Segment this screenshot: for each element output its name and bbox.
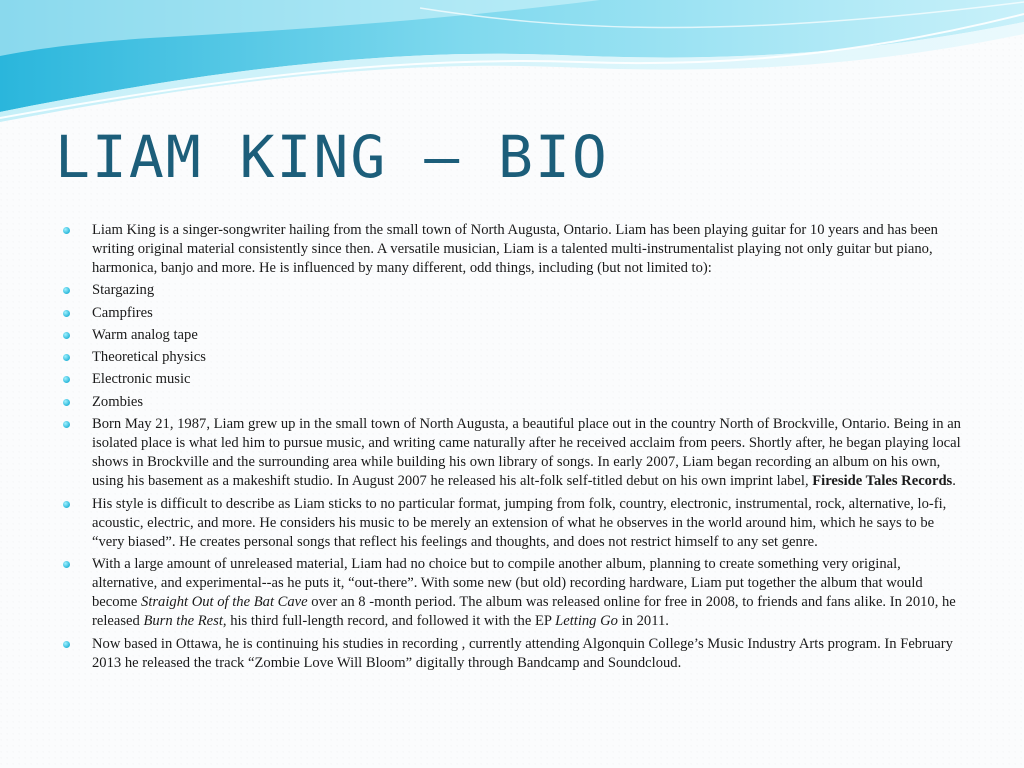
slide-title: LIAM KING – BIO — [55, 123, 609, 191]
early-life-text: Born May 21, 1987, Liam grew up in the small town of North Augusta, a beautiful place out in the country North of Brockville, Ontario. Being in an isolated place is what led him to pursue music, and writing came naturally after he received acclaim from peers. Shortly after, he began playing local shows in Brockville and the surrounding area while building his own library of songs. In early 2007, Liam began recording an album on his own, using his basement as a makeshift studio. In August 2007 he released his alt-folk self-titled debut on his own imprint label, — [92, 416, 961, 490]
discography-text: over an 8 -month period. The album was released online for free in 2008, to friends and fans alike. In 2010, he released — [92, 594, 956, 630]
early-life-item — [62, 415, 967, 491]
bio-intro-item: Liam King is a singer-songwriter hailing from the small town of North Augusta, Ontario. Liam has been playing guitar for 10 years and has been writing original material consistently since then. A versatile musician, Liam is a talented multi-instrumentalist playing not only guitar but piano, harmonica, banjo and more. He is influenced by many different, odd things, including (but not limited to): — [62, 221, 967, 278]
style-item: His style is difficult to describe as Liam sticks to no particular format, jumping from folk, country, electronic, instrumental, rock, alternative, lo-fi, acoustic, electric, and more. He considers his music to be merely an extension of what he observes in the world around him, which he says to be “very biased”. He creates personal songs that reflect his feelings and thoughts, and does not restrict himself to any set genre. — [62, 495, 967, 552]
early-life-end: . — [952, 473, 956, 490]
influence-item: Theoretical physics — [62, 348, 967, 367]
influence-item: Campfires — [62, 304, 967, 323]
discography-text: With a large amount of unreleased material, Liam had no choice but to compile another album, planning to create something very original, alternative, and experimental--as he puts it, “out-there”. With some new (but old) recording hardware, Liam put together the album that would become — [92, 556, 923, 611]
influence-item: Electronic music — [62, 370, 967, 389]
bio-bullet-list — [62, 221, 967, 676]
influence-item: Zombies — [62, 393, 967, 412]
influence-item: Warm analog tape — [62, 326, 967, 345]
ep-title-letting-go: Letting Go — [555, 613, 618, 630]
influence-item: Stargazing — [62, 281, 967, 300]
discography-item — [62, 555, 967, 631]
album-title-burn-the-rest: Burn the Rest — [143, 613, 223, 630]
discography-text: in 2011. — [617, 613, 669, 630]
record-label-name: Fireside Tales Records — [812, 473, 953, 490]
header-wave-decoration — [0, 0, 1024, 130]
album-title-bat-cave: Straight Out of the Bat Cave — [141, 594, 308, 611]
discography-text: , his third full-length record, and followed it with the EP — [222, 613, 556, 630]
current-status-item: Now based in Ottawa, he is continuing his studies in recording , currently attending Algonquin College’s Music Industry Arts program. In February 2013 he released the track “Zombie Love Will Bloom” digitally through Bandcamp and Soundcloud. — [62, 635, 967, 673]
